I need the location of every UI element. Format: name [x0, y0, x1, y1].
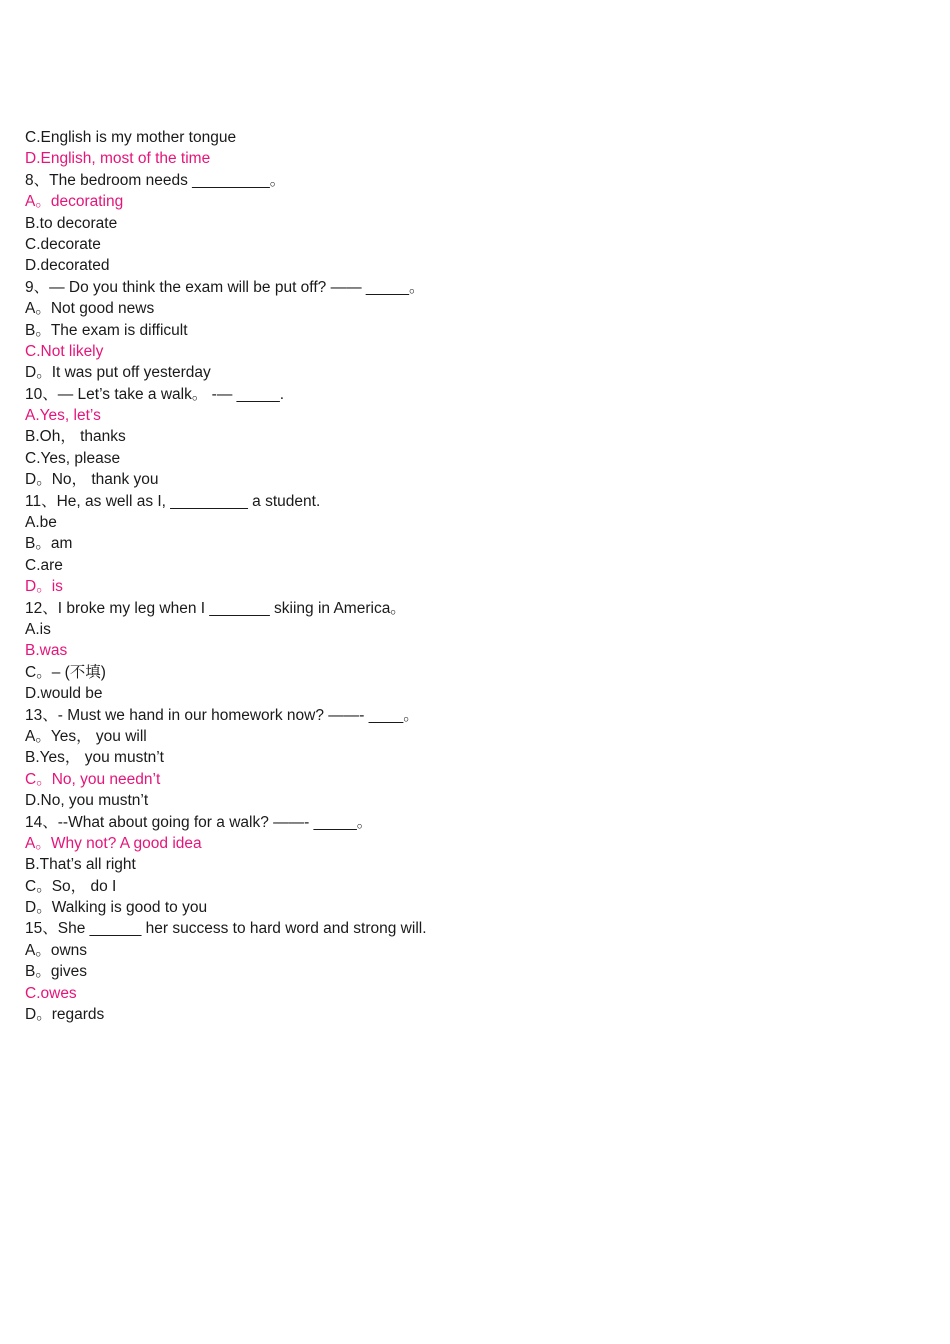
- option-d: D。regards: [25, 1006, 105, 1024]
- option-d: D。Walking is good to you: [25, 899, 208, 917]
- option-d: D。No， thank you: [25, 471, 159, 489]
- document-page: [25, 127, 925, 1025]
- option-a-correct: A。Why not? A good idea: [25, 834, 202, 852]
- question-12: [25, 598, 925, 705]
- question-15: [25, 918, 925, 1025]
- option-a: A.is: [25, 620, 51, 638]
- option-b: B.Yes， you mustn’t: [25, 749, 164, 767]
- option-a: A。Not good news: [25, 300, 155, 318]
- question-stem: 14、--What about going for a walk? ——- _____。: [25, 813, 373, 831]
- question-8: [25, 170, 925, 277]
- previous-question-tail: [25, 127, 925, 170]
- option-c: C。So， do I: [25, 877, 117, 895]
- question-stem: 11、He, as well as I, _________ a student.: [25, 492, 321, 510]
- option-d: D.would be: [25, 685, 103, 703]
- question-10: [25, 384, 925, 491]
- option-c: C.decorate: [25, 235, 101, 253]
- option-d-correct: D。is: [25, 578, 63, 596]
- option-a: A。Yes， you will: [25, 727, 147, 745]
- question-stem: 9、— Do you think the exam will be put off? —— _____。: [25, 278, 425, 296]
- option-c: C.are: [25, 556, 63, 574]
- option-a: A.be: [25, 514, 57, 532]
- option-c-correct: C。No, you needn’t: [25, 770, 161, 788]
- option-b: B.That’s all right: [25, 856, 136, 874]
- option-c-correct: C.owes: [25, 984, 77, 1002]
- question-stem: 13、- Must we hand in our homework now? ——- ____。: [25, 706, 419, 724]
- question-stem: 15、She ______ her success to hard word and strong will.: [25, 920, 427, 938]
- option-c: C.Yes, please: [25, 449, 121, 467]
- question-9: [25, 277, 925, 384]
- option-b-correct: B.was: [25, 642, 68, 660]
- option-c: C.English is my mother tongue: [25, 129, 237, 146]
- option-c: C。– (不填): [25, 663, 106, 681]
- option-b: B.to decorate: [25, 214, 118, 232]
- question-13: [25, 705, 925, 812]
- option-d: D.decorated: [25, 257, 110, 275]
- option-b: B。am: [25, 535, 73, 553]
- option-c-correct: C.Not likely: [25, 342, 104, 360]
- question-14: [25, 812, 925, 919]
- option-a-correct: A.Yes, let’s: [25, 407, 101, 425]
- option-b: B。The exam is difficult: [25, 321, 188, 339]
- question-stem: 10、— Let’s take a walk。 -— _____.: [25, 385, 285, 403]
- option-b: B。gives: [25, 963, 88, 981]
- option-d: D.No, you mustn’t: [25, 792, 149, 810]
- option-b: B.Oh， thanks: [25, 428, 126, 446]
- question-11: [25, 491, 925, 598]
- option-a: A。owns: [25, 941, 88, 959]
- question-stem: 12、I broke my leg when I _______ skiing in America。: [25, 599, 406, 617]
- option-d-correct: D.English, most of the time: [25, 150, 211, 168]
- question-stem: 8、The bedroom needs _________。: [25, 171, 286, 189]
- option-a-correct: A。decorating: [25, 193, 124, 211]
- option-d: D。It was put off yesterday: [25, 364, 211, 382]
